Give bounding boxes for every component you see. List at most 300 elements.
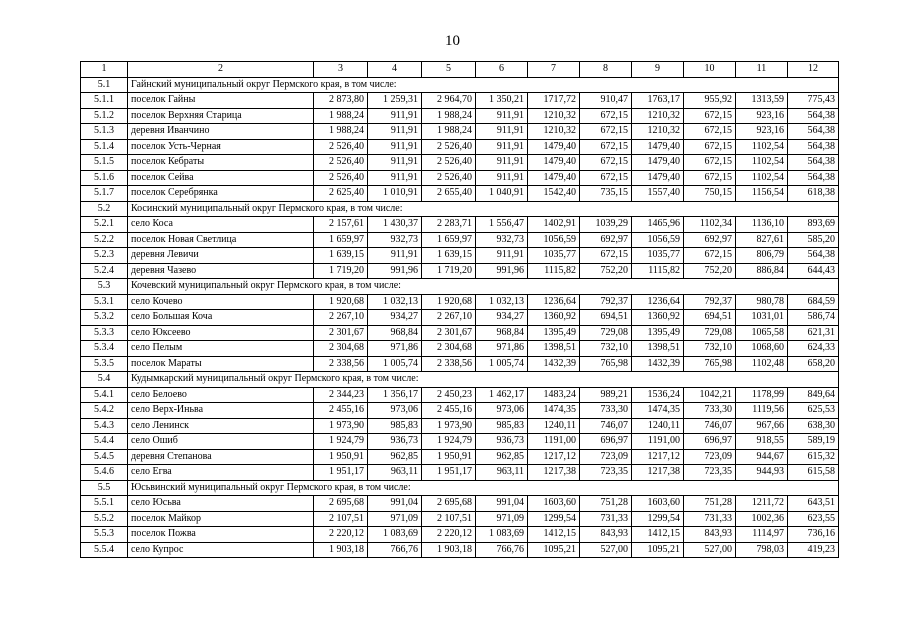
settlement-name: село Коса — [128, 217, 314, 233]
value-cell: 980,78 — [736, 294, 788, 310]
value-cell: 696,97 — [580, 434, 632, 450]
table-row — [81, 511, 839, 527]
value-cell: 750,15 — [684, 186, 736, 202]
value-cell: 1483,24 — [528, 387, 580, 403]
value-cell: 1 083,69 — [476, 527, 528, 543]
value-cell: 732,10 — [580, 341, 632, 357]
value-cell: 1136,10 — [736, 217, 788, 233]
row-code: 5.4.1 — [81, 387, 128, 403]
value-cell: 2 301,67 — [314, 325, 368, 341]
value-cell: 1360,92 — [528, 310, 580, 326]
value-cell: 1 083,69 — [368, 527, 422, 543]
value-cell: 2 267,10 — [422, 310, 476, 326]
value-cell: 1191,00 — [528, 434, 580, 450]
value-cell: 2 625,40 — [314, 186, 368, 202]
settlement-name: поселок Пожва — [128, 527, 314, 543]
value-cell: 1299,54 — [528, 511, 580, 527]
value-cell: 962,85 — [476, 449, 528, 465]
value-cell: 911,91 — [476, 124, 528, 140]
value-cell: 672,15 — [684, 170, 736, 186]
value-cell: 932,73 — [368, 232, 422, 248]
value-cell: 918,55 — [736, 434, 788, 450]
value-cell: 1299,54 — [632, 511, 684, 527]
value-cell: 2 344,23 — [314, 387, 368, 403]
value-cell: 1039,29 — [580, 217, 632, 233]
value-cell: 973,06 — [476, 403, 528, 419]
value-cell: 1 950,91 — [422, 449, 476, 465]
value-cell: 968,84 — [368, 325, 422, 341]
section-title: Гайнский муниципальный округ Пермского края, в том числе: — [128, 77, 839, 93]
value-cell: 1210,32 — [632, 108, 684, 124]
value-cell: 2 283,71 — [422, 217, 476, 233]
value-cell: 1 350,21 — [476, 93, 528, 109]
value-cell: 692,97 — [684, 232, 736, 248]
settlement-name: поселок Новая Светлица — [128, 232, 314, 248]
value-cell: 1 719,20 — [422, 263, 476, 279]
value-cell: 1 005,74 — [476, 356, 528, 372]
value-cell: 1763,17 — [632, 93, 684, 109]
value-cell: 694,51 — [580, 310, 632, 326]
value-cell: 1 259,31 — [368, 93, 422, 109]
value-cell: 527,00 — [684, 542, 736, 558]
value-cell: 1474,35 — [632, 403, 684, 419]
row-code: 5.4.3 — [81, 418, 128, 434]
section-row — [81, 372, 839, 388]
section-row — [81, 77, 839, 93]
settlement-name: поселок Майкор — [128, 511, 314, 527]
value-cell: 991,96 — [368, 263, 422, 279]
value-cell: 672,15 — [684, 155, 736, 171]
value-cell: 1 462,17 — [476, 387, 528, 403]
value-cell: 2 304,68 — [314, 341, 368, 357]
row-code: 5.2.3 — [81, 248, 128, 264]
value-cell: 419,23 — [788, 542, 839, 558]
row-code: 5.5.1 — [81, 496, 128, 512]
value-cell: 1178,99 — [736, 387, 788, 403]
value-cell: 1102,48 — [736, 356, 788, 372]
value-cell: 932,73 — [476, 232, 528, 248]
value-cell: 991,96 — [476, 263, 528, 279]
settlement-name: село Юксеево — [128, 325, 314, 341]
value-cell: 1 951,17 — [314, 465, 368, 481]
value-cell: 1 639,15 — [422, 248, 476, 264]
value-cell: 1536,24 — [632, 387, 684, 403]
value-cell: 1102,34 — [684, 217, 736, 233]
value-cell: 1474,35 — [528, 403, 580, 419]
value-cell: 1217,12 — [528, 449, 580, 465]
header-cell: 11 — [736, 62, 788, 78]
value-cell: 765,98 — [684, 356, 736, 372]
value-cell: 1031,01 — [736, 310, 788, 326]
header-cell: 6 — [476, 62, 528, 78]
settlement-name: деревня Иванчино — [128, 124, 314, 140]
value-cell: 618,38 — [788, 186, 839, 202]
header-cell: 9 — [632, 62, 684, 78]
value-cell: 623,55 — [788, 511, 839, 527]
row-code: 5.1.4 — [81, 139, 128, 155]
value-cell: 589,19 — [788, 434, 839, 450]
value-cell: 1 556,47 — [476, 217, 528, 233]
section-code: 5.5 — [81, 480, 128, 496]
table-row — [81, 418, 839, 434]
value-cell: 944,93 — [736, 465, 788, 481]
value-cell: 731,33 — [580, 511, 632, 527]
table-row — [81, 217, 839, 233]
value-cell: 1432,39 — [528, 356, 580, 372]
value-cell: 911,91 — [368, 108, 422, 124]
value-cell: 746,07 — [684, 418, 736, 434]
value-cell: 621,31 — [788, 325, 839, 341]
value-cell: 911,91 — [368, 124, 422, 140]
value-cell: 1 988,24 — [314, 124, 368, 140]
settlement-name: деревня Степанова — [128, 449, 314, 465]
value-cell: 911,91 — [368, 170, 422, 186]
value-cell: 1240,11 — [528, 418, 580, 434]
value-cell: 968,84 — [476, 325, 528, 341]
value-cell: 1 010,91 — [368, 186, 422, 202]
value-cell: 1 924,79 — [422, 434, 476, 450]
value-cell: 827,61 — [736, 232, 788, 248]
table-body — [81, 62, 839, 558]
value-cell: 1 920,68 — [422, 294, 476, 310]
value-cell: 615,58 — [788, 465, 839, 481]
row-code: 5.3.1 — [81, 294, 128, 310]
value-cell: 1 988,24 — [422, 108, 476, 124]
value-cell: 1 924,79 — [314, 434, 368, 450]
value-cell: 1217,38 — [632, 465, 684, 481]
value-cell: 1042,21 — [684, 387, 736, 403]
value-cell: 973,06 — [368, 403, 422, 419]
value-cell: 2 526,40 — [422, 170, 476, 186]
value-cell: 1 988,24 — [422, 124, 476, 140]
value-cell: 1 973,90 — [422, 418, 476, 434]
value-cell: 1479,40 — [632, 170, 684, 186]
row-code: 5.5.2 — [81, 511, 128, 527]
settlement-name: деревня Левичи — [128, 248, 314, 264]
table-row — [81, 155, 839, 171]
value-cell: 1156,54 — [736, 186, 788, 202]
value-cell: 1603,60 — [528, 496, 580, 512]
settlement-name: поселок Усть-Черная — [128, 139, 314, 155]
value-cell: 1465,96 — [632, 217, 684, 233]
settlement-name: поселок Кебраты — [128, 155, 314, 171]
value-cell: 1056,59 — [528, 232, 580, 248]
value-cell: 1 973,90 — [314, 418, 368, 434]
value-cell: 2 695,68 — [422, 496, 476, 512]
header-cell: 12 — [788, 62, 839, 78]
value-cell: 729,08 — [580, 325, 632, 341]
value-cell: 963,11 — [476, 465, 528, 481]
value-cell: 766,76 — [476, 542, 528, 558]
value-cell: 911,91 — [476, 170, 528, 186]
row-code: 5.4.6 — [81, 465, 128, 481]
header-cell: 3 — [314, 62, 368, 78]
table-row — [81, 527, 839, 543]
header-cell: 2 — [128, 62, 314, 78]
table-row — [81, 248, 839, 264]
value-cell: 2 455,16 — [422, 403, 476, 419]
value-cell: 2 107,51 — [314, 511, 368, 527]
value-cell: 1056,59 — [632, 232, 684, 248]
header-cell: 7 — [528, 62, 580, 78]
value-cell: 2 157,61 — [314, 217, 368, 233]
value-cell: 735,15 — [580, 186, 632, 202]
value-cell: 1240,11 — [632, 418, 684, 434]
value-cell: 1114,97 — [736, 527, 788, 543]
value-cell: 1035,77 — [528, 248, 580, 264]
value-cell: 985,83 — [476, 418, 528, 434]
value-cell: 586,74 — [788, 310, 839, 326]
section-title: Кудымкарский муниципальный округ Пермского края, в том числе: — [128, 372, 839, 388]
value-cell: 1211,72 — [736, 496, 788, 512]
row-code: 5.1.6 — [81, 170, 128, 186]
value-cell: 1402,91 — [528, 217, 580, 233]
value-cell: 1 639,15 — [314, 248, 368, 264]
settlement-name: деревня Чазево — [128, 263, 314, 279]
table-row — [81, 449, 839, 465]
value-cell: 1 032,13 — [476, 294, 528, 310]
value-cell: 971,86 — [476, 341, 528, 357]
row-code: 5.3.3 — [81, 325, 128, 341]
value-cell: 672,15 — [684, 124, 736, 140]
table-row — [81, 356, 839, 372]
section-title: Юсьвинский муниципальный округ Пермского края, в том числе: — [128, 480, 839, 496]
value-cell: 1 659,97 — [314, 232, 368, 248]
value-cell: 2 267,10 — [314, 310, 368, 326]
row-code: 5.2.4 — [81, 263, 128, 279]
value-cell: 2 526,40 — [422, 139, 476, 155]
header-cell: 10 — [684, 62, 736, 78]
value-cell: 991,04 — [368, 496, 422, 512]
value-cell: 2 338,56 — [422, 356, 476, 372]
value-cell: 644,43 — [788, 263, 839, 279]
row-code: 5.2.2 — [81, 232, 128, 248]
value-cell: 936,73 — [476, 434, 528, 450]
value-cell: 1 430,37 — [368, 217, 422, 233]
value-cell: 1 920,68 — [314, 294, 368, 310]
value-cell: 806,79 — [736, 248, 788, 264]
table-row — [81, 341, 839, 357]
table-row — [81, 232, 839, 248]
table-row — [81, 263, 839, 279]
value-cell: 672,15 — [684, 248, 736, 264]
value-cell: 694,51 — [684, 310, 736, 326]
value-cell: 1 988,24 — [314, 108, 368, 124]
value-cell: 672,15 — [580, 155, 632, 171]
section-title: Кочевский муниципальный округ Пермского края, в том числе: — [128, 279, 839, 295]
value-cell: 1479,40 — [528, 170, 580, 186]
value-cell: 1557,40 — [632, 186, 684, 202]
value-cell: 798,03 — [736, 542, 788, 558]
table-row — [81, 93, 839, 109]
value-cell: 886,84 — [736, 263, 788, 279]
value-cell: 2 873,80 — [314, 93, 368, 109]
value-cell: 672,15 — [684, 108, 736, 124]
value-cell: 967,66 — [736, 418, 788, 434]
value-cell: 1035,77 — [632, 248, 684, 264]
value-cell: 1115,82 — [632, 263, 684, 279]
value-cell: 1065,58 — [736, 325, 788, 341]
value-cell: 1 903,18 — [314, 542, 368, 558]
settlement-name: поселок Серебрянка — [128, 186, 314, 202]
value-cell: 638,30 — [788, 418, 839, 434]
table-row — [81, 325, 839, 341]
value-cell: 672,15 — [580, 124, 632, 140]
value-cell: 1 950,91 — [314, 449, 368, 465]
row-code: 5.4.4 — [81, 434, 128, 450]
value-cell: 1095,21 — [632, 542, 684, 558]
value-cell: 731,33 — [684, 511, 736, 527]
value-cell: 1 951,17 — [422, 465, 476, 481]
value-cell: 991,04 — [476, 496, 528, 512]
value-cell: 1210,32 — [528, 124, 580, 140]
value-cell: 1 005,74 — [368, 356, 422, 372]
header-cell: 5 — [422, 62, 476, 78]
value-cell: 1479,40 — [528, 139, 580, 155]
settlement-name: поселок Мараты — [128, 356, 314, 372]
value-cell: 1191,00 — [632, 434, 684, 450]
value-cell: 2 338,56 — [314, 356, 368, 372]
row-code: 5.5.3 — [81, 527, 128, 543]
value-cell: 585,20 — [788, 232, 839, 248]
section-code: 5.3 — [81, 279, 128, 295]
value-cell: 2 526,40 — [314, 155, 368, 171]
value-cell: 672,15 — [580, 108, 632, 124]
value-cell: 1 032,13 — [368, 294, 422, 310]
value-cell: 843,93 — [580, 527, 632, 543]
value-cell: 971,86 — [368, 341, 422, 357]
value-cell: 910,47 — [580, 93, 632, 109]
table-row — [81, 542, 839, 558]
value-cell: 1603,60 — [632, 496, 684, 512]
value-cell: 923,16 — [736, 124, 788, 140]
row-code: 5.4.2 — [81, 403, 128, 419]
value-cell: 1102,54 — [736, 155, 788, 171]
value-cell: 962,85 — [368, 449, 422, 465]
value-cell: 1 719,20 — [314, 263, 368, 279]
value-cell: 1479,40 — [528, 155, 580, 171]
value-cell: 1095,21 — [528, 542, 580, 558]
value-cell: 746,07 — [580, 418, 632, 434]
section-title: Косинский муниципальный округ Пермского края, в том числе: — [128, 201, 839, 217]
value-cell: 564,38 — [788, 124, 839, 140]
header-row — [81, 62, 839, 78]
value-cell: 963,11 — [368, 465, 422, 481]
value-cell: 1002,36 — [736, 511, 788, 527]
value-cell: 723,35 — [580, 465, 632, 481]
table-row — [81, 139, 839, 155]
section-row — [81, 480, 839, 496]
section-code: 5.4 — [81, 372, 128, 388]
value-cell: 2 220,12 — [422, 527, 476, 543]
value-cell: 751,28 — [684, 496, 736, 512]
row-code: 5.5.4 — [81, 542, 128, 558]
value-cell: 1 040,91 — [476, 186, 528, 202]
value-cell: 1115,82 — [528, 263, 580, 279]
table-row — [81, 294, 839, 310]
value-cell: 684,59 — [788, 294, 839, 310]
value-cell: 527,00 — [580, 542, 632, 558]
section-code: 5.1 — [81, 77, 128, 93]
value-cell: 792,37 — [580, 294, 632, 310]
value-cell: 2 107,51 — [422, 511, 476, 527]
value-cell: 751,28 — [580, 496, 632, 512]
value-cell: 765,98 — [580, 356, 632, 372]
value-cell: 2 301,67 — [422, 325, 476, 341]
value-cell: 1542,40 — [528, 186, 580, 202]
section-row — [81, 279, 839, 295]
value-cell: 911,91 — [476, 108, 528, 124]
value-cell: 944,67 — [736, 449, 788, 465]
settlement-name: село Юсьва — [128, 496, 314, 512]
settlement-name: село Пелым — [128, 341, 314, 357]
section-code: 5.2 — [81, 201, 128, 217]
value-cell: 564,38 — [788, 108, 839, 124]
value-cell: 2 220,12 — [314, 527, 368, 543]
value-cell: 989,21 — [580, 387, 632, 403]
value-cell: 723,35 — [684, 465, 736, 481]
settlement-name: поселок Верхняя Старица — [128, 108, 314, 124]
value-cell: 1398,51 — [528, 341, 580, 357]
value-cell: 1210,32 — [528, 108, 580, 124]
value-cell: 696,97 — [684, 434, 736, 450]
value-cell: 1432,39 — [632, 356, 684, 372]
value-cell: 1 659,97 — [422, 232, 476, 248]
value-cell: 1236,64 — [632, 294, 684, 310]
value-cell: 985,83 — [368, 418, 422, 434]
value-cell: 1360,92 — [632, 310, 684, 326]
value-cell: 733,30 — [580, 403, 632, 419]
value-cell: 971,09 — [368, 511, 422, 527]
value-cell: 1412,15 — [528, 527, 580, 543]
table-row — [81, 387, 839, 403]
value-cell: 624,33 — [788, 341, 839, 357]
table-row — [81, 124, 839, 140]
table-row — [81, 496, 839, 512]
value-cell: 2 655,40 — [422, 186, 476, 202]
row-code: 5.1.3 — [81, 124, 128, 140]
value-cell: 2 304,68 — [422, 341, 476, 357]
value-cell: 911,91 — [476, 155, 528, 171]
value-cell: 564,38 — [788, 139, 839, 155]
value-cell: 1068,60 — [736, 341, 788, 357]
value-cell: 766,76 — [368, 542, 422, 558]
page-number: 10 — [445, 33, 460, 49]
value-cell: 736,16 — [788, 527, 839, 543]
table-row — [81, 170, 839, 186]
value-cell: 1102,54 — [736, 139, 788, 155]
value-cell: 564,38 — [788, 170, 839, 186]
value-cell: 923,16 — [736, 108, 788, 124]
value-cell: 843,93 — [684, 527, 736, 543]
value-cell: 1119,56 — [736, 403, 788, 419]
value-cell: 911,91 — [368, 155, 422, 171]
settlement-name: село Купрос — [128, 542, 314, 558]
value-cell: 1 903,18 — [422, 542, 476, 558]
value-cell: 729,08 — [684, 325, 736, 341]
value-cell: 692,97 — [580, 232, 632, 248]
row-code: 5.1.1 — [81, 93, 128, 109]
value-cell: 672,15 — [580, 170, 632, 186]
value-cell: 615,32 — [788, 449, 839, 465]
value-cell: 971,09 — [476, 511, 528, 527]
settlement-name: поселок Гайны — [128, 93, 314, 109]
settlement-name: село Ошиб — [128, 434, 314, 450]
value-cell: 1412,15 — [632, 527, 684, 543]
value-cell: 934,27 — [368, 310, 422, 326]
header-cell: 4 — [368, 62, 422, 78]
value-cell: 1395,49 — [528, 325, 580, 341]
